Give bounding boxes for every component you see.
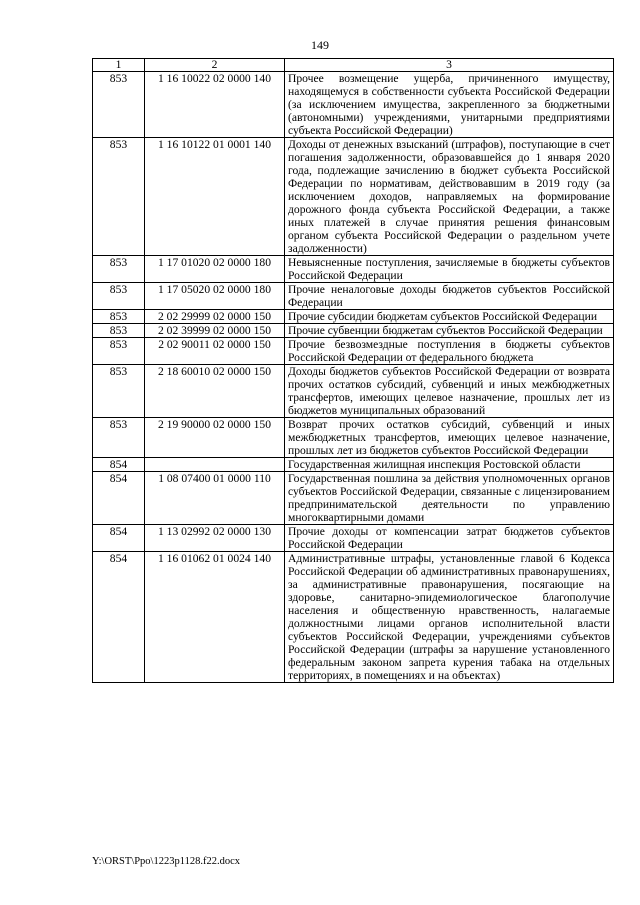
admin-code-cell: 853	[93, 283, 145, 310]
description-cell: Прочие субвенции бюджетам субъектов Российской Федерации	[285, 324, 614, 338]
kbk-code-cell: 2 02 29999 02 0000 150	[145, 310, 285, 324]
admin-code-cell: 854	[93, 472, 145, 525]
admin-code-cell: 853	[93, 138, 145, 256]
kbk-code-cell: 1 17 05020 02 0000 180	[145, 283, 285, 310]
description-cell: Возврат прочих остатков субсидий, субвенций и иных межбюджетных трансфертов, имеющих целевое назначение, прошлых лет из бюджетов субъектов Российской Федерации	[285, 418, 614, 458]
kbk-code-cell: 2 02 39999 02 0000 150	[145, 324, 285, 338]
column-header-2: 2	[145, 59, 285, 72]
table-row	[93, 552, 614, 683]
admin-code-cell: 853	[93, 310, 145, 324]
table-row	[93, 525, 614, 552]
kbk-code-cell: 1 17 01020 02 0000 180	[145, 256, 285, 283]
description-cell: Прочие неналоговые доходы бюджетов субъектов Российской Федерации	[285, 283, 614, 310]
kbk-code-cell: 2 18 60010 02 0000 150	[145, 365, 285, 418]
admin-code-cell: 853	[93, 338, 145, 365]
kbk-code-cell: 1 13 02992 02 0000 130	[145, 525, 285, 552]
table-row	[93, 418, 614, 458]
kbk-code-cell	[145, 458, 285, 472]
table-row	[93, 310, 614, 324]
table-row	[93, 256, 614, 283]
page-number: 149	[311, 38, 329, 52]
description-cell: Административные штрафы, установленные главой 6 Кодекса Российской Федерации об административных правонарушениях, за административные правонарушения, посягающие на здоровье, санитарно-эпидемиологическое благополучие населения и общественную нравственность, налагаемые должностными лицами органов исполнительной власти субъектов Российской Федерации, учреждениями субъектов Российской Федерации (штрафы за нарушение установленного федеральным законом запрета курения табака на отдельных территориях, в помещениях и на объектах)	[285, 552, 614, 683]
admin-code-cell: 853	[93, 365, 145, 418]
admin-code-cell: 853	[93, 256, 145, 283]
description-cell: Прочее возмещение ущерба, причиненного имуществу, находящемуся в собственности субъекта Российской Федерации (за исключением имущества, закрепленного за бюджетными (автономными) учреждениями, унитарными предприятиями субъекта Российской Федерации)	[285, 72, 614, 138]
column-header-3: 3	[285, 59, 614, 72]
description-cell: Доходы бюджетов субъектов Российской Федерации от возврата прочих остатков субсидий, субвенций и иных межбюджетных трансфертов, имеющих целевое назначение, прошлых лет из бюджетов муниципальных образований	[285, 365, 614, 418]
table-row	[93, 472, 614, 525]
revenue-codes-table	[92, 58, 614, 683]
file-path-footer: Y:\ORST\Ppo\1223p1128.f22.docx	[92, 856, 240, 867]
admin-code-cell: 853	[93, 324, 145, 338]
kbk-code-cell: 2 02 90011 02 0000 150	[145, 338, 285, 365]
table-row	[93, 138, 614, 256]
description-cell: Прочие безвозмездные поступления в бюджеты субъектов Российской Федерации от федерального бюджета	[285, 338, 614, 365]
table-row	[93, 338, 614, 365]
kbk-code-cell: 1 16 10022 02 0000 140	[145, 72, 285, 138]
kbk-code-cell: 1 16 01062 01 0024 140	[145, 552, 285, 683]
description-cell: Невыясненные поступления, зачисляемые в бюджеты субъектов Российской Федерации	[285, 256, 614, 283]
description-cell: Государственная пошлина за действия уполномоченных органов субъектов Российской Федерации, связанные с лицензированием предпринимательской деятельности по управлению многоквартирными домами	[285, 472, 614, 525]
table-row	[93, 365, 614, 418]
description-cell: Прочие субсидии бюджетам субъектов Российской Федерации	[285, 310, 614, 324]
table-row	[93, 283, 614, 310]
column-header-1: 1	[93, 59, 145, 72]
table-header-row	[93, 59, 614, 72]
admin-code-cell: 854	[93, 552, 145, 683]
kbk-code-cell: 2 19 90000 02 0000 150	[145, 418, 285, 458]
kbk-code-cell: 1 16 10122 01 0001 140	[145, 138, 285, 256]
admin-code-cell: 853	[93, 72, 145, 138]
table-row	[93, 72, 614, 138]
table-row	[93, 324, 614, 338]
admin-code-cell: 853	[93, 418, 145, 458]
description-cell: Прочие доходы от компенсации затрат бюджетов субъектов Российской Федерации	[285, 525, 614, 552]
description-cell: Доходы от денежных взысканий (штрафов), поступающие в счет погашения задолженности, образовавшейся до 1 января 2020 года, подлежащие зачислению в бюджет субъекта Российской Федерации по нормативам, действовавшим в 2019 году (за исключением доходов, направляемых на формирование дорожного фонда субъекта Российской Федерации, а также иных платежей в случае принятия решения финансовым органом субъекта Российской Федерации о раздельном учете задолженности)	[285, 138, 614, 256]
kbk-code-cell: 1 08 07400 01 0000 110	[145, 472, 285, 525]
table-row	[93, 458, 614, 472]
admin-code-cell: 854	[93, 525, 145, 552]
admin-code-cell: 854	[93, 458, 145, 472]
description-cell: Государственная жилищная инспекция Ростовской области	[285, 458, 614, 472]
